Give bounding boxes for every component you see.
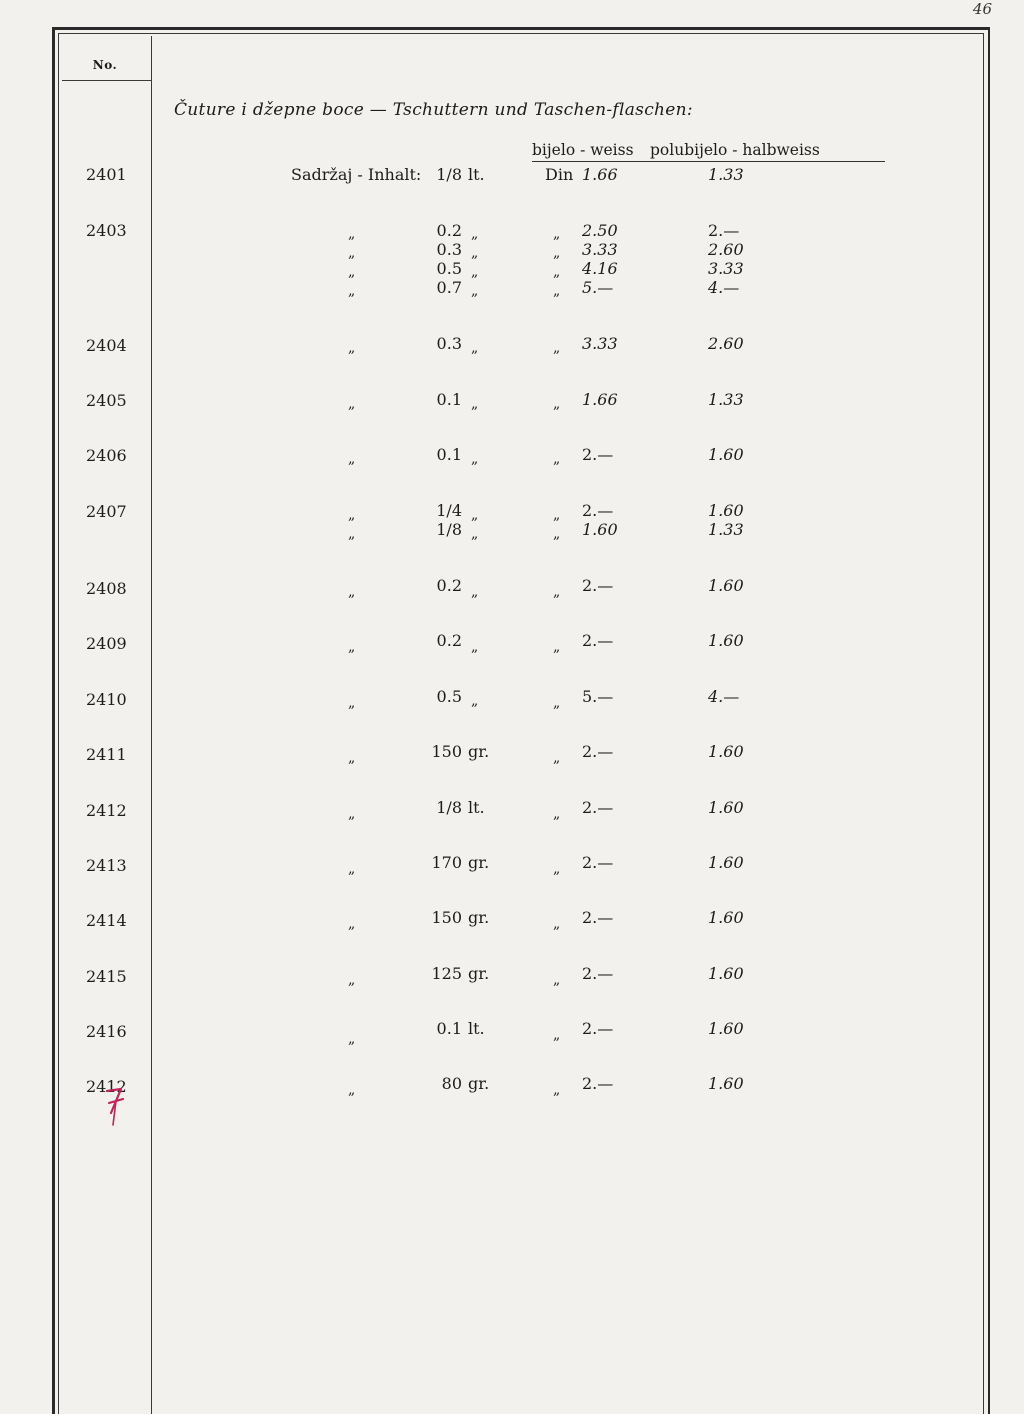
item-number: 2407 [86,502,127,521]
capacity: 0.7 [436,278,462,297]
ditto-mark: „ [348,750,356,766]
ditto-mark: „ [348,972,356,988]
price-halbweiss: 1.60 [708,445,744,464]
price-weiss: 5.— [582,278,614,297]
ditto-mark: „ [553,340,561,356]
price-halbweiss: 2.— [708,221,740,240]
item-number: 2412 [86,1077,127,1096]
unit: „ [471,283,479,299]
ditto-mark: „ [553,972,561,988]
currency-label: Din [545,165,574,184]
capacity: 1/8 [436,520,462,539]
price-halbweiss: 1.60 [708,853,744,872]
unit: „ [471,264,479,280]
price-weiss: 2.— [582,576,614,595]
column-header-halbweiss: polubijelo - halbweiss [650,141,820,159]
item-number: 2415 [86,967,127,986]
price-halbweiss: 1.60 [708,631,744,650]
price-weiss: 2.— [582,445,614,464]
ditto-mark: „ [553,245,561,261]
price-halbweiss: 4.— [708,687,740,706]
ditto-mark: „ [553,639,561,655]
number-column-header: No. [92,58,118,72]
price-weiss: 5.— [582,687,614,706]
price-weiss: 2.— [582,798,614,817]
price-weiss: 3.33 [582,334,618,353]
ditto-mark: „ [553,1082,561,1098]
ditto-mark: „ [348,507,356,523]
ditto-mark: „ [348,861,356,877]
item-number: 2403 [86,221,127,240]
capacity: 170 [431,853,462,872]
ditto-mark: „ [348,1082,356,1098]
capacity: 125 [431,964,462,983]
price-weiss: 2.— [582,1074,614,1093]
unit: „ [471,226,479,242]
unit: „ [471,245,479,261]
unit: „ [471,451,479,467]
unit: „ [471,584,479,600]
price-weiss: 2.50 [582,221,618,240]
price-halbweiss: 3.33 [708,259,744,278]
price-halbweiss: 4.— [708,278,740,297]
price-halbweiss: 1.60 [708,576,744,595]
ditto-mark: „ [553,695,561,711]
number-header-rule [62,80,152,81]
item-number: 2405 [86,391,127,410]
price-weiss: 3.33 [582,240,618,259]
unit: gr. [468,908,490,927]
capacity: 0.2 [436,221,462,240]
unit: lt. [468,165,485,184]
price-halbweiss: 1.60 [708,1019,744,1038]
capacity: 1/4 [436,501,462,520]
ditto-mark: „ [348,639,356,655]
item-number: 2416 [86,1022,127,1041]
capacity: 80 [441,1074,462,1093]
price-weiss: 2.— [582,908,614,927]
price-weiss: 1.66 [582,390,618,409]
price-weiss: 4.16 [582,259,618,278]
price-weiss: 2.— [582,1019,614,1038]
ditto-mark: „ [348,396,356,412]
item-number: 2401 [86,165,127,184]
item-number: 2410 [86,690,127,709]
price-halbweiss: 1.60 [708,1074,744,1093]
ditto-mark: „ [553,750,561,766]
price-weiss: 2.— [582,853,614,872]
capacity: 150 [431,742,462,761]
ditto-mark: „ [348,695,356,711]
ditto-mark: „ [348,806,356,822]
ditto-mark: „ [553,451,561,467]
ditto-mark: „ [348,283,356,299]
ditto-mark: „ [348,451,356,467]
ditto-mark: „ [553,396,561,412]
ditto-mark: „ [553,526,561,542]
item-number: 2406 [86,446,127,465]
ditto-mark: „ [348,340,356,356]
price-halbweiss: 2.60 [708,334,744,353]
unit: gr. [468,964,490,983]
ditto-mark: „ [348,526,356,542]
column-header-weiss: bijelo - weiss [532,141,634,159]
price-halbweiss: 1.60 [708,798,744,817]
number-column-divider [151,36,152,1414]
unit: „ [471,340,479,356]
ditto-mark: „ [553,916,561,932]
ditto-mark: „ [348,1031,356,1047]
price-weiss: 1.66 [582,165,618,184]
price-weiss: 2.— [582,964,614,983]
handwritten-correction-mark [103,1073,127,1129]
capacity: 0.3 [436,240,462,259]
ditto-mark: „ [348,584,356,600]
unit: „ [471,507,479,523]
item-number: 2414 [86,911,127,930]
price-halbweiss: 2.60 [708,240,744,259]
unit: „ [471,396,479,412]
capacity: 0.5 [436,687,462,706]
unit: „ [471,639,479,655]
capacity: 0.3 [436,334,462,353]
item-number: 2408 [86,579,127,598]
capacity: 0.1 [436,1019,462,1038]
price-weiss: 2.— [582,742,614,761]
price-halbweiss: 1.60 [708,964,744,983]
ditto-mark: „ [348,264,356,280]
inner-frame [58,33,984,1414]
ditto-mark: „ [553,1027,561,1043]
price-halbweiss: 1.33 [708,520,744,539]
price-weiss: 2.— [582,631,614,650]
price-halbweiss: 1.60 [708,501,744,520]
capacity: 150 [431,908,462,927]
unit: „ [471,693,479,709]
item-number: 2404 [86,336,127,355]
unit: lt. [468,798,485,817]
capacity: 0.1 [436,445,462,464]
price-weiss: 2.— [582,501,614,520]
ditto-mark: „ [553,584,561,600]
inhalt-label: Sadržaj - Inhalt: [291,165,422,184]
ditto-mark: „ [553,283,561,299]
page-number: 46 [972,0,992,18]
section-title: Čuture i džepne boce — Tschuttern und Taschen-flaschen: [174,100,693,120]
price-halbweiss: 1.60 [708,908,744,927]
unit: „ [471,526,479,542]
item-number: 2411 [86,745,127,764]
capacity: 0.5 [436,259,462,278]
item-number: 2412 [86,801,127,820]
capacity: 0.2 [436,631,462,650]
unit: gr. [468,742,490,761]
ditto-mark: „ [348,245,356,261]
ditto-mark: „ [553,861,561,877]
capacity: 0.1 [436,390,462,409]
capacity: 0.2 [436,576,462,595]
unit: lt. [468,1019,485,1038]
ditto-mark: „ [553,264,561,280]
price-halbweiss: 1.33 [708,390,744,409]
item-number: 2409 [86,634,127,653]
ditto-mark: „ [348,226,356,242]
ditto-mark: „ [553,806,561,822]
price-weiss: 1.60 [582,520,618,539]
ditto-mark: „ [553,507,561,523]
item-number: 2413 [86,856,127,875]
price-halbweiss: 1.33 [708,165,744,184]
ditto-mark: „ [553,226,561,242]
unit: gr. [468,1074,490,1093]
unit: gr. [468,853,490,872]
ditto-mark: „ [348,916,356,932]
capacity: 1/8 [436,165,462,184]
price-halbweiss: 1.60 [708,742,744,761]
column-header-rule [532,161,885,162]
capacity: 1/8 [436,798,462,817]
